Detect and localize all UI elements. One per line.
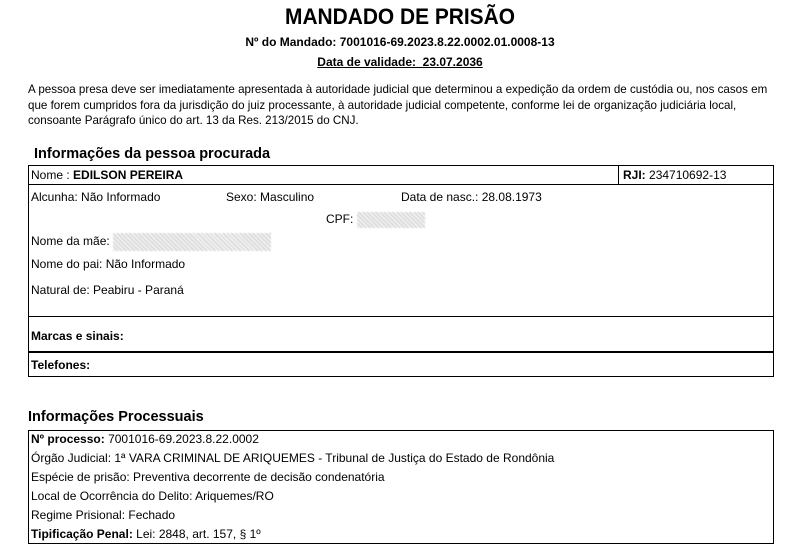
father: Nome do pai: Não Informado: [31, 257, 186, 271]
validity-line: [0, 55, 800, 69]
name-row: [28, 165, 774, 185]
alias: Alcunha: Não Informado: [31, 190, 161, 204]
phones-row: [28, 352, 774, 377]
process-number: Nº processo: 7001016-69.2023.8.22.0002: [31, 432, 259, 446]
rji-field: RJI: 234710692-13: [623, 168, 727, 182]
warrant-number-line: [0, 35, 800, 49]
process-details: [28, 430, 774, 544]
sex: Sexo: Masculino: [226, 190, 315, 204]
cpf-field: CPF:: [326, 212, 425, 228]
penal-classification: Tipificação Penal: Lei: 2848, art. 157, § 1º: [31, 527, 261, 541]
warrant-label: Nº do Mandado:: [245, 35, 337, 49]
prison-regime: Regime Prisional: Fechado: [31, 508, 176, 522]
phones-label: Telefones:: [31, 358, 91, 372]
marks-label: Marcas e sinais:: [31, 329, 124, 343]
court: Órgão Judicial: 1ª VARA CRIMINAL DE ARIQUEMES - Tribunal de Justiça do Estado de Rondônia: [31, 451, 555, 465]
crime-location: Local de Ocorrência do Delito: Ariquemes/RO: [31, 489, 274, 503]
document-title: MANDADO DE PRISÃO: [285, 4, 515, 29]
arrest-type: Espécie de prisão: Preventiva decorrente de decisão condenatória: [31, 470, 385, 484]
warrant-number: 7001016-69.2023.8.22.0002.01.0008-13: [339, 35, 555, 49]
person-details: [28, 184, 774, 317]
cpf-redaction: [357, 212, 425, 228]
person-heading: Informações da pessoa procurada: [34, 146, 271, 162]
process-heading: Informações Processuais: [28, 409, 204, 425]
validity-date: 23.07.2036: [422, 55, 483, 69]
birthplace: Natural de: Peabiru - Paraná: [31, 283, 184, 297]
mother-redaction: [113, 233, 271, 251]
notice-paragraph: A pessoa presa deve ser imediatamente apresentada à autoridade judicial que determinou a expedição da ordem de custódia ou, nos casos em que forem cumpridos fora da jurisdição do juiz processante, à autoridade judicial competente, conforme lei de organização judiciária local, consoante Parágrafo único do art. 13 da Res. 213/2015 do CNJ.: [28, 83, 768, 127]
marks-row: [28, 316, 774, 353]
birth-date: Data de nasc.: 28.08.1973: [401, 190, 542, 204]
validity-label: Data de validade:: [317, 55, 416, 69]
mother-field: Nome da mãe:: [31, 233, 271, 251]
name-field: Nome : EDILSON PEREIRA: [31, 168, 184, 182]
